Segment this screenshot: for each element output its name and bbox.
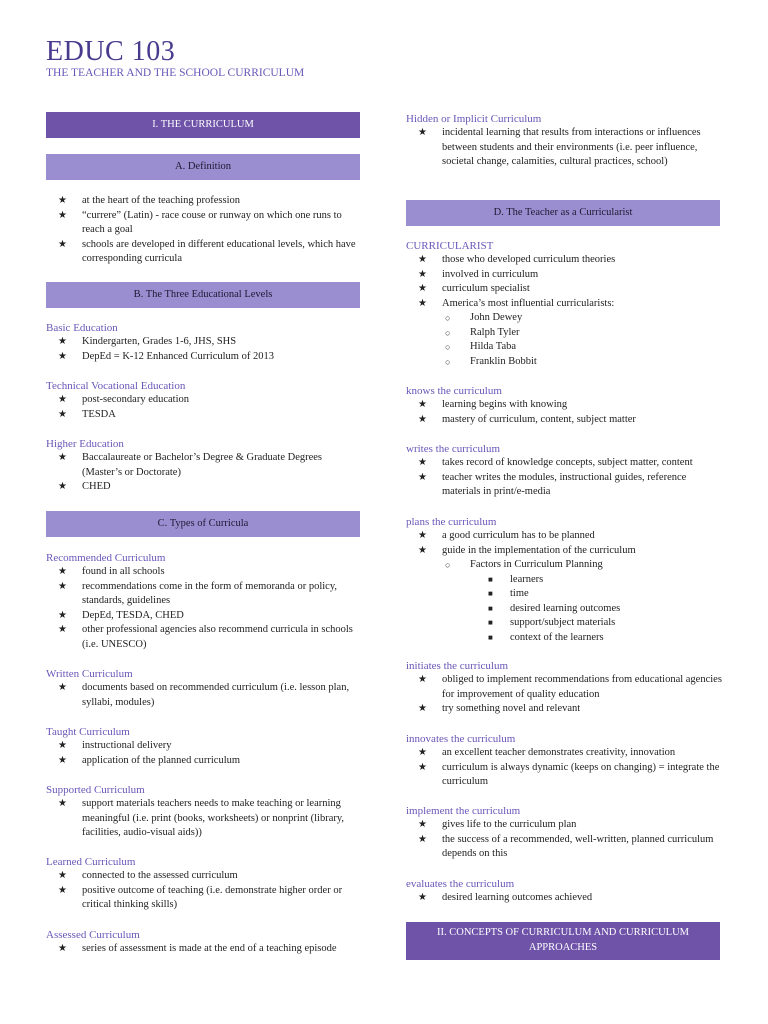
- list-item-text: application of the planned curriculum: [82, 754, 241, 766]
- star-bullet-icon: ★: [58, 350, 67, 362]
- circle-bullet-icon: ○: [445, 560, 451, 570]
- list-item: [46, 194, 362, 209]
- list-item: [46, 681, 362, 710]
- bullet-list: [46, 335, 362, 364]
- list-item: [46, 609, 362, 624]
- list-item-text: curriculum specialist: [442, 283, 530, 294]
- list-item-text: guide in the implementation of the curriculum: [442, 544, 636, 556]
- section-higher-education: [46, 437, 362, 495]
- star-bullet-icon: ★: [58, 394, 67, 405]
- star-bullet-icon: ★: [418, 297, 427, 309]
- list-item-text: Ralph Tyler: [470, 326, 520, 338]
- star-bullet-icon: ★: [58, 580, 67, 592]
- bullet-list: [406, 529, 722, 645]
- star-bullet-icon: ★: [58, 336, 67, 347]
- list-item: [406, 891, 722, 906]
- list-item-text: other professional agencies also recommend curricula in schools (i.e. UNESCO): [82, 624, 353, 650]
- bullet-list: [406, 126, 722, 170]
- square-bullet-icon: ■: [488, 632, 493, 642]
- star-bullet-icon: ★: [418, 268, 427, 280]
- section-technical-vocational-education: [46, 379, 362, 422]
- subsection-title: initiates the curriculum: [406, 660, 509, 672]
- star-bullet-icon: ★: [58, 884, 67, 896]
- list-item-text: positive outcome of teaching (i.e. demonstrate higher order or critical thinking skills): [82, 884, 343, 910]
- bullet-list: [46, 739, 362, 768]
- star-bullet-icon: ★: [58, 943, 67, 954]
- star-bullet-icon: ★: [58, 740, 67, 751]
- list-item: [406, 558, 722, 573]
- list-item: [46, 335, 362, 350]
- star-bullet-icon: ★: [418, 761, 427, 773]
- list-item: [46, 393, 362, 408]
- list-item-text: post-secondary education: [82, 394, 190, 405]
- bullet-list: [46, 942, 362, 957]
- subsection-title: plans the curriculum: [406, 516, 497, 528]
- list-item-text: an excellent teacher demonstrates creativity, innovation: [442, 747, 676, 758]
- list-item: [46, 451, 362, 480]
- bullet-list: [406, 398, 722, 427]
- subsection-title: Assessed Curriculum: [46, 929, 140, 941]
- circle-bullet-icon: ○: [445, 356, 451, 367]
- list-item-text: DepEd, TESDA, CHED: [82, 609, 184, 621]
- list-item: [46, 623, 362, 652]
- bullet-list: [406, 818, 722, 862]
- list-item: [406, 355, 722, 370]
- star-bullet-icon: ★: [418, 413, 427, 425]
- section-heading-i-the-curriculum: I. THE CURRICULUM: [46, 112, 360, 138]
- star-bullet-icon: ★: [58, 209, 67, 221]
- star-bullet-icon: ★: [418, 471, 427, 483]
- list-item-text: context of the learners: [510, 631, 604, 643]
- list-item-text: obliged to implement recommendations from educational agencies for improvement of quality education: [442, 674, 722, 700]
- list-item-text: Factors in Curriculum Planning: [470, 559, 603, 570]
- square-bullet-icon: ■: [488, 589, 493, 598]
- star-bullet-icon: ★: [418, 892, 427, 903]
- bullet-list: [46, 797, 362, 841]
- section-recommended-curriculum: [46, 551, 362, 652]
- list-item: [46, 797, 362, 841]
- list-item-text: desired learning outcomes achieved: [442, 892, 593, 903]
- section-curricularist: [406, 239, 722, 369]
- section-basic-education: [46, 321, 362, 364]
- list-item: [406, 746, 722, 761]
- circle-bullet-icon: ○: [445, 342, 451, 352]
- list-item: [406, 456, 722, 471]
- list-item-text: documents based on recommended curriculum (i.e. lesson plan, syllabi, modules): [82, 682, 350, 708]
- subsection-title: writes the curriculum: [406, 443, 501, 455]
- subsection-title: Hidden or Implicit Curriculum: [406, 113, 542, 125]
- star-bullet-icon: ★: [418, 127, 427, 138]
- list-item-text: “currere” (Latin) - race couse or runway on which one runs to reach a goal: [82, 209, 342, 235]
- bullet-list: [46, 451, 362, 495]
- subsection-title: Learned Curriculum: [46, 856, 136, 868]
- section-taught-curriculum: [46, 725, 362, 768]
- list-item-text: CHED: [82, 481, 111, 492]
- list-item-text: TESDA: [82, 408, 116, 420]
- list-item: [46, 238, 362, 267]
- bullet-list: [46, 194, 362, 267]
- list-item-text: those who developed curriculum theories: [442, 254, 616, 265]
- star-bullet-icon: ★: [418, 254, 427, 265]
- list-item: [406, 253, 722, 268]
- star-bullet-icon: ★: [58, 798, 67, 809]
- star-bullet-icon: ★: [58, 566, 67, 577]
- list-item-text: mastery of curriculum, content, subject matter: [442, 413, 636, 425]
- bullet-list: [406, 456, 722, 500]
- bullet-list: [46, 393, 362, 422]
- square-bullet-icon: ■: [488, 574, 493, 584]
- section-heading-ii-concepts-of-curriculum-and-curriculum-approaches: II. CONCEPTS OF CURRICULUM AND CURRICULUM APPROACHES: [406, 922, 720, 960]
- list-item-text: the success of a recommended, well-written, planned curriculum depends on this: [442, 833, 714, 859]
- list-item: [46, 209, 362, 238]
- section-heading-d-the-teacher-as-a-curricularist: D. The Teacher as a Curricularist: [406, 200, 720, 226]
- list-item: [46, 884, 362, 913]
- bullet-list: [46, 565, 362, 652]
- subsection-title: Higher Education: [46, 438, 124, 450]
- list-item: [406, 573, 722, 588]
- list-item-text: curriculum is always dynamic (keeps on changing) = integrate the curriculum: [442, 761, 720, 787]
- list-item: [46, 942, 362, 957]
- bullet-list: [406, 891, 722, 906]
- list-item-text: connected to the assessed curriculum: [82, 870, 238, 881]
- list-item-text: involved in curriculum: [442, 268, 539, 280]
- list-item: [406, 761, 722, 790]
- star-bullet-icon: ★: [418, 833, 427, 845]
- star-bullet-icon: ★: [418, 399, 427, 410]
- list-item-text: Baccalaureate or Bachelor’s Degree & Graduate Degrees (Master’s or Doctorate): [82, 452, 323, 478]
- star-bullet-icon: ★: [418, 819, 427, 830]
- list-item-text: teacher writes the modules, instructional guides, reference materials in print/e-media: [442, 471, 687, 497]
- star-bullet-icon: ★: [418, 283, 427, 294]
- subsection-title: CURRICULARIST: [406, 240, 494, 252]
- list-item-text: found in all schools: [82, 566, 165, 577]
- list-item-text: try something novel and relevant: [442, 703, 581, 714]
- circle-bullet-icon: ○: [445, 313, 451, 323]
- star-bullet-icon: ★: [58, 624, 67, 635]
- list-item: [406, 268, 722, 283]
- star-bullet-icon: ★: [418, 703, 427, 714]
- star-bullet-icon: ★: [418, 457, 427, 468]
- star-bullet-icon: ★: [58, 754, 67, 766]
- section-initiates-the-curriculum: [406, 659, 722, 717]
- list-item: [406, 529, 722, 544]
- list-item: [46, 480, 362, 495]
- star-bullet-icon: ★: [58, 870, 67, 881]
- list-item: [46, 565, 362, 580]
- bullet-list: [406, 746, 722, 790]
- list-item-text: Franklin Bobbit: [470, 355, 537, 367]
- star-bullet-icon: ★: [58, 481, 67, 492]
- course-subtitle: THE TEACHER AND THE SCHOOL CURRICULUM: [46, 67, 305, 79]
- list-item: [406, 631, 722, 646]
- list-item-text: Hilda Taba: [470, 341, 517, 352]
- bullet-list: [46, 681, 362, 710]
- list-item-text: John Dewey: [470, 312, 523, 323]
- section-written-curriculum: [46, 667, 362, 710]
- section-learned-curriculum: [46, 855, 362, 913]
- list-item-text: recommendations come in the form of memoranda or policy, standards, guidelines: [82, 580, 338, 606]
- star-bullet-icon: ★: [418, 674, 427, 685]
- list-item: [406, 818, 722, 833]
- star-bullet-icon: ★: [58, 408, 67, 420]
- list-item: [46, 408, 362, 423]
- subsection-title: Supported Curriculum: [46, 784, 145, 796]
- section-supported-curriculum: [46, 783, 362, 841]
- list-item: [406, 126, 722, 170]
- star-bullet-icon: ★: [58, 452, 67, 463]
- list-item: [406, 413, 722, 428]
- list-item: [406, 340, 722, 355]
- section-heading-c-types-of-curricula: C. Types of Curricula: [46, 511, 360, 537]
- list-item: [46, 869, 362, 884]
- section-writes-the-curriculum: [406, 442, 722, 500]
- list-item: [406, 311, 722, 326]
- list-item-text: time: [510, 588, 529, 599]
- section-definition-list: [46, 194, 362, 267]
- list-item: [46, 580, 362, 609]
- list-item-text: takes record of knowledge concepts, subject matter, content: [442, 457, 693, 468]
- list-item: [406, 587, 722, 602]
- list-item-text: at the heart of the teaching profession: [82, 195, 241, 206]
- list-item: [406, 702, 722, 717]
- section-heading-b-the-three-educational-levels: B. The Three Educational Levels: [46, 282, 360, 308]
- circle-bullet-icon: ○: [445, 327, 451, 338]
- list-item-text: learning begins with knowing: [442, 399, 568, 410]
- list-item: [406, 297, 722, 312]
- list-item: [46, 739, 362, 754]
- list-item-text: a good curriculum has to be planned: [442, 530, 595, 541]
- list-item: [406, 616, 722, 631]
- list-item: [406, 544, 722, 559]
- section-evaluates-the-curriculum: [406, 877, 722, 906]
- star-bullet-icon: ★: [58, 609, 67, 621]
- list-item-text: support/subject materials: [510, 617, 616, 628]
- section-knows-the-curriculum: [406, 384, 722, 427]
- star-bullet-icon: ★: [58, 195, 67, 206]
- subsection-title: evaluates the curriculum: [406, 878, 515, 890]
- section-innovates-the-curriculum: [406, 732, 722, 790]
- list-item-text: learners: [510, 573, 544, 585]
- square-bullet-icon: ■: [488, 618, 493, 627]
- list-item: [406, 602, 722, 617]
- list-item-text: incidental learning that results from interactions or influences between students and their environments (i.e. peer influence, societal change, calamities, cultural practices, school): [442, 127, 701, 167]
- square-bullet-icon: ■: [488, 603, 493, 613]
- subsection-title: Technical Vocational Education: [46, 380, 186, 392]
- list-item-text: America’s most influential curricularists:: [442, 297, 615, 309]
- list-item: [46, 350, 362, 365]
- list-item: [406, 471, 722, 500]
- list-item-text: gives life to the curriculum plan: [442, 819, 577, 830]
- star-bullet-icon: ★: [418, 544, 427, 556]
- list-item: [406, 282, 722, 297]
- section-assessed-curriculum: [46, 928, 362, 957]
- bullet-list: [46, 869, 362, 913]
- list-item: [406, 673, 722, 702]
- star-bullet-icon: ★: [418, 747, 427, 758]
- list-item: [406, 398, 722, 413]
- list-item-text: support materials teachers needs to make teaching or learning meaningful (i.e. print (books, worksheets) or nonprint (library, facilities, audio-visual aids)): [82, 798, 345, 838]
- bullet-list: [406, 253, 722, 369]
- section-hidden-or-implicit-curriculum: [406, 112, 722, 170]
- course-title: EDUC 103: [46, 36, 176, 67]
- section-implement-the-curriculum: [406, 804, 722, 862]
- list-item: [406, 326, 722, 341]
- star-bullet-icon: ★: [418, 530, 427, 541]
- subsection-title: knows the curriculum: [406, 385, 502, 397]
- subsection-title: Basic Education: [46, 322, 118, 334]
- star-bullet-icon: ★: [58, 682, 67, 693]
- subsection-title: implement the curriculum: [406, 805, 521, 817]
- list-item-text: schools are developed in different educational levels, which have corresponding curricula: [82, 238, 356, 264]
- subsection-title: innovates the curriculum: [406, 733, 516, 745]
- subsection-title: Written Curriculum: [46, 668, 133, 680]
- subsection-title: Taught Curriculum: [46, 726, 130, 738]
- section-heading-a-definition: A. Definition: [46, 154, 360, 180]
- list-item-text: Kindergarten, Grades 1-6, JHS, SHS: [82, 336, 237, 347]
- section-plans-the-curriculum: [406, 515, 722, 645]
- list-item: [406, 833, 722, 862]
- bullet-list: [406, 673, 722, 717]
- star-bullet-icon: ★: [58, 238, 67, 250]
- subsection-title: Recommended Curriculum: [46, 552, 166, 564]
- list-item-text: series of assessment is made at the end of a teaching episode: [82, 943, 337, 954]
- list-item-text: DepEd = K-12 Enhanced Curriculum of 2013: [82, 350, 274, 362]
- list-item-text: instructional delivery: [82, 740, 172, 751]
- list-item-text: desired learning outcomes: [510, 602, 621, 614]
- list-item: [46, 754, 362, 769]
